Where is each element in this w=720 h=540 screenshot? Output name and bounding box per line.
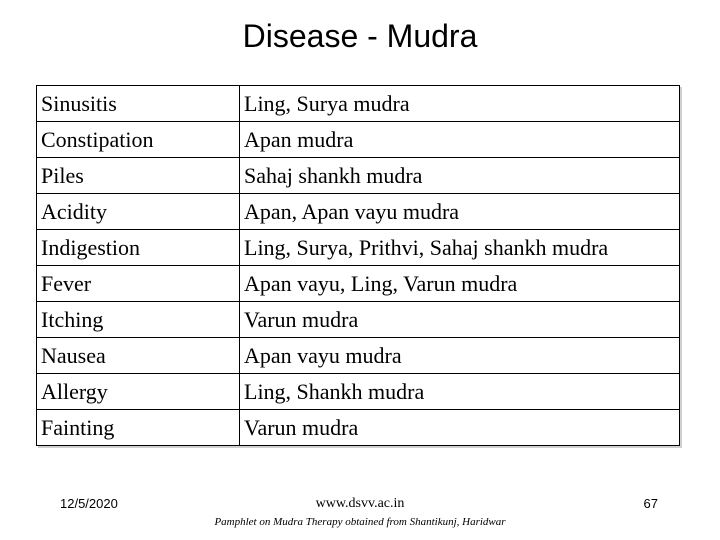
table-row — [37, 230, 680, 266]
table-row — [37, 86, 680, 122]
table-row — [37, 194, 680, 230]
mudra-cell: Ling, Surya, Prithvi, Sahaj shankh mudra — [240, 230, 680, 266]
mudra-cell: Ling, Shankh mudra — [240, 374, 680, 410]
disease-cell: Itching — [37, 302, 240, 338]
table-row — [37, 302, 680, 338]
table-row — [37, 266, 680, 302]
disease-cell: Acidity — [37, 194, 240, 230]
disease-cell: Fever — [37, 266, 240, 302]
mudra-cell: Apan vayu mudra — [240, 338, 680, 374]
table-row — [37, 410, 680, 446]
mudra-cell: Apan vayu, Ling, Varun mudra — [240, 266, 680, 302]
table-row — [37, 338, 680, 374]
disease-cell: Nausea — [37, 338, 240, 374]
mudra-cell: Sahaj shankh mudra — [240, 158, 680, 194]
mudra-cell: Apan, Apan vayu mudra — [240, 194, 680, 230]
disease-cell: Indigestion — [37, 230, 240, 266]
footer-url: www.dsvv.ac.in — [315, 496, 405, 511]
disease-cell: Fainting — [37, 410, 240, 446]
table-row — [37, 374, 680, 410]
mudra-cell: Apan mudra — [240, 122, 680, 158]
table-row — [37, 158, 680, 194]
disease-cell: Allergy — [37, 374, 240, 410]
disease-cell: Constipation — [37, 122, 240, 158]
slide-title: Disease - Mudra — [242, 18, 478, 54]
table-row — [37, 122, 680, 158]
disease-mudra-table — [36, 85, 680, 446]
mudra-cell: Ling, Surya mudra — [240, 86, 680, 122]
page-number: 67 — [643, 496, 658, 511]
disease-cell: Sinusitis — [37, 86, 240, 122]
disease-cell: Piles — [37, 158, 240, 194]
footer-date: 12/5/2020 — [60, 496, 118, 511]
mudra-cell: Varun mudra — [240, 302, 680, 338]
footer-source-note: Pamphlet on Mudra Therapy obtained from Shantikunj, Haridwar — [214, 516, 506, 528]
mudra-cell: Varun mudra — [240, 410, 680, 446]
